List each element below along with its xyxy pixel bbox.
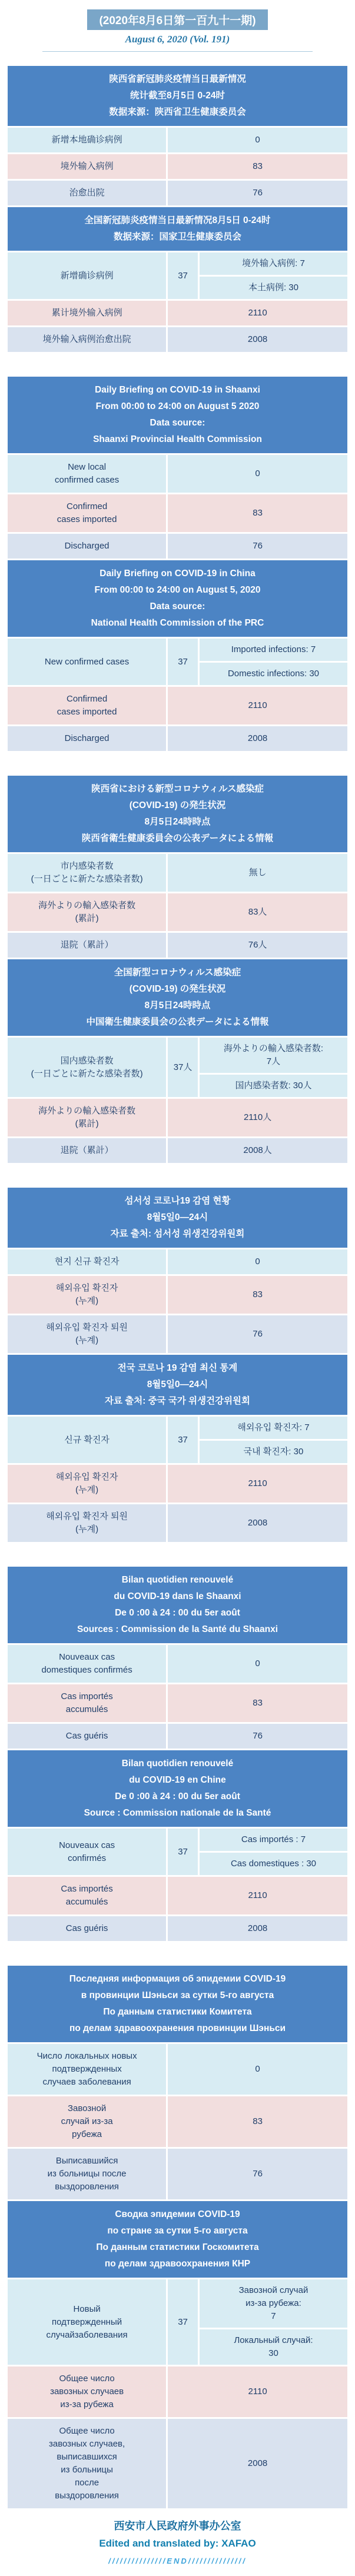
ko-shaanxi-header xyxy=(8,1188,347,1248)
label-line: Cas importés xyxy=(61,1884,113,1894)
header-line: Shaanxi Provincial Health Commission xyxy=(93,434,262,444)
label-line: (累計) xyxy=(75,913,99,923)
label-line: Discharged xyxy=(64,541,110,551)
label-line: завозных случаев xyxy=(50,2386,124,2396)
breakdown-line: 30 xyxy=(268,2348,278,2358)
section-ru-china xyxy=(8,2201,347,2508)
case-value: 2008 xyxy=(168,726,347,751)
row-new-confirmed xyxy=(8,639,347,685)
case-label xyxy=(8,1138,166,1163)
header-line: 中国衛生健康委員会の公表データによる情報 xyxy=(86,1017,269,1027)
label-line: завозных случаев, xyxy=(48,2439,125,2449)
label-line: 国内感染者数 xyxy=(60,1055,114,1066)
case-label xyxy=(8,1038,166,1097)
header-line: 数据来源：陕西省卫生健康委员会 xyxy=(109,107,246,117)
label-line: 治愈出院 xyxy=(69,188,105,198)
case-label xyxy=(8,1916,166,1941)
header-line: в провинции Шэньси за сутки 5-го августа xyxy=(81,1990,274,2000)
header-line: 자료 출처: 섬서성 위생건강위원회 xyxy=(110,1229,245,1239)
header-line: 자료 출처: 중국 국가 위생건강위원회 xyxy=(105,1396,250,1406)
label-line: 해외유입 확진자 xyxy=(55,1472,118,1482)
header-line: De 0 :00 à 24 : 00 du 5er août xyxy=(115,1791,240,1801)
breakdown-line: 해외유입 확진자: 7 xyxy=(237,1422,310,1432)
breakdown-cell xyxy=(200,1075,347,1097)
case-value: 37 xyxy=(168,639,198,685)
breakdown-line: Imported infections: 7 xyxy=(231,644,316,654)
fr-shaanxi-header xyxy=(8,1567,347,1643)
breakdown-line: Cas importés : 7 xyxy=(241,1834,306,1844)
case-value: 83人 xyxy=(168,893,347,931)
breakdown-cell xyxy=(200,2329,347,2365)
breakdown-cell xyxy=(200,252,347,275)
case-value: 83 xyxy=(168,1684,347,1722)
label-line: подтвержденный xyxy=(52,2316,122,2327)
header-line: 8月5日24時時点 xyxy=(144,817,211,827)
label-line: 신규 확진자 xyxy=(64,1434,110,1445)
case-value: 37人 xyxy=(168,1038,198,1097)
row-discharged xyxy=(8,1724,347,1749)
label-line: 海外よりの輸入感染者数 xyxy=(38,1106,136,1116)
label-line: (一日ごとに新たな感染者数) xyxy=(31,1068,143,1079)
case-label xyxy=(8,2096,166,2147)
footer xyxy=(0,2518,355,2565)
case-label xyxy=(8,327,166,352)
label-line: выздоровления xyxy=(55,2491,119,2501)
ko-china-header xyxy=(8,1355,347,1415)
row-new-confirmed xyxy=(8,1829,347,1875)
label-line: 新增确诊病例 xyxy=(60,270,114,281)
header-line: Последняя информация об эпидемии COVID-19 xyxy=(69,1974,286,1984)
label-line: Выписавшийся xyxy=(55,2156,118,2166)
label-line: из-за рубежа xyxy=(60,2399,114,2409)
case-value: 0 xyxy=(168,455,347,493)
breakdown-line: 국내 확진자: 30 xyxy=(243,1447,304,1457)
breakdown-line: Завозной случай xyxy=(238,2285,308,2295)
case-value: 2008 xyxy=(168,1916,347,1941)
case-label xyxy=(8,1417,166,1463)
section-fr-shaanxi xyxy=(8,1567,347,1749)
row-new-local-confirmed xyxy=(8,2044,347,2095)
case-value: 83 xyxy=(168,494,347,532)
footer-end-line: ///////////////END/////////////// xyxy=(108,2557,247,2565)
breakdown-column xyxy=(200,1038,347,1097)
breakdown-column xyxy=(200,639,347,685)
section-ru-shaanxi xyxy=(8,1966,347,2199)
row-discharged xyxy=(8,327,347,352)
row-new-confirmed xyxy=(8,2279,347,2365)
header-line: Data source: xyxy=(150,601,205,611)
label-line: выздоровления xyxy=(55,2182,119,2192)
label-line: случайзаболевания xyxy=(46,2329,128,2340)
breakdown-line: Cas domestiques : 30 xyxy=(230,1859,317,1869)
case-label xyxy=(8,2279,166,2365)
case-label xyxy=(8,301,166,325)
issue-title-en: August 6, 2020 (Vol. 191) xyxy=(125,34,230,45)
case-value: 0 xyxy=(168,2044,347,2095)
label-line: (누계) xyxy=(75,1524,99,1534)
header-line: 全国新型コロナウィルス感染症 xyxy=(114,968,241,978)
case-label xyxy=(8,2366,166,2417)
case-value: 2008 xyxy=(168,2419,347,2508)
breakdown-line: 国内感染者数: 30人 xyxy=(235,1081,312,1091)
case-label xyxy=(8,252,166,299)
label-line: domestiques confirmés xyxy=(41,1665,132,1675)
row-confirmed-imported xyxy=(8,893,347,931)
label-line: 해외유입 확진자 퇴원 xyxy=(46,1511,128,1521)
header-line: 全国新冠肺炎疫情当日最新情况8月5日 0-24时 xyxy=(84,215,271,225)
header-line: 8월5일0—24시 xyxy=(147,1380,208,1390)
row-confirmed-imported xyxy=(8,1099,347,1136)
header-line: Bilan quotidien renouvelé xyxy=(121,1575,234,1585)
row-discharged xyxy=(8,1916,347,1941)
header-line: From 00:00 to 24:00 on August 5 2020 xyxy=(95,401,260,411)
breakdown-cell xyxy=(200,1853,347,1875)
case-label xyxy=(8,534,166,559)
case-value: 37 xyxy=(168,252,198,299)
breakdown-line: из-за рубежа: xyxy=(245,2298,301,2308)
case-value: 83 xyxy=(168,2096,347,2147)
fr-china-header xyxy=(8,1750,347,1827)
case-value: 2110 xyxy=(168,1465,347,1503)
case-value: 76人 xyxy=(168,933,347,958)
header-line: du COVID-19 dans le Shaanxi xyxy=(114,1591,241,1601)
case-value: 76 xyxy=(168,2149,347,2199)
label-line: confirmed cases xyxy=(54,475,120,485)
header-line: 섬서성 코로나19 감염 현황 xyxy=(124,1196,231,1206)
case-label xyxy=(8,2419,166,2508)
case-value: 2110 xyxy=(168,2366,347,2417)
section-ja-shaanxi xyxy=(8,776,347,958)
case-value: 0 xyxy=(168,128,347,152)
breakdown-line: Локальный случай: xyxy=(234,2335,313,2345)
footer-org-name: 西安市人民政府外事办公室 xyxy=(114,2520,241,2532)
label-line: Cas importés xyxy=(61,1691,113,1701)
breakdown-column xyxy=(200,1829,347,1875)
case-value: 76 xyxy=(168,1315,347,1353)
case-value: 無し xyxy=(168,854,347,892)
ru-china-header xyxy=(8,2201,347,2278)
case-label xyxy=(8,1645,166,1683)
case-value: 2110 xyxy=(168,687,347,724)
header-line: По данным статистики Госкомитета xyxy=(96,2242,259,2252)
header-line: 数据来源：国家卫生健康委员会 xyxy=(113,232,241,242)
case-value: 0 xyxy=(168,1249,347,1274)
header-line: 陕西省新冠肺炎疫情当日最新情况 xyxy=(109,74,246,84)
case-value: 83 xyxy=(168,1276,347,1314)
row-confirmed-imported xyxy=(8,1465,347,1503)
issue-title-cn: (2020年8月6日第一百九十一期) xyxy=(87,9,267,30)
case-value: 2110 xyxy=(168,301,347,325)
row-confirmed-imported xyxy=(8,1276,347,1314)
label-line: New confirmed cases xyxy=(44,656,130,667)
case-value: 37 xyxy=(168,1829,198,1875)
label-line: случаев заболевания xyxy=(42,2077,131,2087)
breakdown-line: 本土病例: 30 xyxy=(248,282,298,292)
label-line: 境外输入病例 xyxy=(60,161,114,171)
case-label xyxy=(8,1724,166,1749)
case-value: 2110人 xyxy=(168,1099,347,1136)
row-new-confirmed xyxy=(8,1038,347,1097)
breakdown-column xyxy=(200,252,347,299)
breakdown-cell xyxy=(200,277,347,299)
row-new-local-confirmed xyxy=(8,1249,347,1274)
masthead xyxy=(0,0,355,52)
label-line: из больницы после xyxy=(47,2169,127,2179)
case-label xyxy=(8,2044,166,2095)
case-label xyxy=(8,893,166,931)
label-line: случай из-за xyxy=(61,2116,113,2126)
case-value: 2008人 xyxy=(168,1138,347,1163)
case-label xyxy=(8,154,166,179)
case-label xyxy=(8,1504,166,1542)
breakdown-cell xyxy=(200,1417,347,1439)
section-en-china xyxy=(8,560,347,751)
section-ko-china xyxy=(8,1355,347,1542)
breakdown-cell xyxy=(200,663,347,685)
case-label xyxy=(8,1099,166,1136)
case-label xyxy=(8,726,166,751)
breakdown-cell xyxy=(200,639,347,661)
breakdown-line: 海外よりの輸入感染者数: xyxy=(223,1043,324,1053)
row-discharged xyxy=(8,534,347,559)
label-line: Nouveaux cas xyxy=(59,1840,115,1850)
header-line: Сводка эпидемии COVID-19 xyxy=(115,2209,240,2219)
label-line: Завозной xyxy=(67,2103,107,2113)
label-line: 현지 신규 확진자 xyxy=(54,1257,120,1267)
label-line: 累计境外输入病例 xyxy=(51,308,122,318)
case-label xyxy=(8,933,166,958)
label-line: Discharged xyxy=(64,733,110,743)
label-line: (누계) xyxy=(75,1296,99,1306)
row-confirmed-imported xyxy=(8,1684,347,1722)
section-ko-shaanxi xyxy=(8,1188,347,1353)
label-line: Общее число xyxy=(59,2426,115,2436)
row-confirmed-imported xyxy=(8,494,347,532)
masthead-divider xyxy=(42,51,312,52)
case-label xyxy=(8,181,166,205)
section-en-shaanxi xyxy=(8,377,347,559)
label-line: 退院（累計） xyxy=(60,1145,114,1155)
ja-shaanxi-header xyxy=(8,776,347,852)
row-confirmed-imported xyxy=(8,1877,347,1914)
label-line: accumulés xyxy=(65,1897,108,1907)
ja-china-header xyxy=(8,959,347,1036)
label-line: 해외유입 확진자 xyxy=(55,1283,118,1293)
header-line: 陕西省衛生健康委員会の公表データによる情報 xyxy=(81,833,274,843)
label-line: (누계) xyxy=(75,1485,99,1495)
label-line: 海外よりの輸入感染者数 xyxy=(38,900,136,910)
header-line: (COVID-19) の発生状況 xyxy=(129,984,226,994)
header-line: 统计截至8月5日 0-24时 xyxy=(130,91,225,101)
row-discharged xyxy=(8,933,347,958)
breakdown-line: Domestic infections: 30 xyxy=(227,669,320,679)
header-line: (COVID-19) の発生状況 xyxy=(129,800,226,810)
breakdown-line: 7人 xyxy=(266,1056,281,1066)
row-discharged xyxy=(8,181,347,205)
case-value: 0 xyxy=(168,1645,347,1683)
label-line: 해외유입 확진자 퇴원 xyxy=(46,1322,128,1332)
header-line: По данным статистики Комитета xyxy=(103,2007,252,2017)
section-ja-china xyxy=(8,959,347,1163)
label-line: Cas guéris xyxy=(65,1731,108,1741)
ru-shaanxi-header xyxy=(8,1966,347,2042)
row-new-confirmed xyxy=(8,1417,347,1463)
header-line: Daily Briefing on COVID-19 in Shaanxi xyxy=(95,385,260,395)
footer-credit: Edited and translated by: XAFAO xyxy=(99,2538,256,2549)
header-line: по стране за сутки 5-го августа xyxy=(107,2226,248,2236)
label-line: после xyxy=(75,2478,99,2488)
zh-shaanxi-header xyxy=(8,66,347,126)
row-confirmed-imported xyxy=(8,2096,347,2147)
row-new-local-confirmed xyxy=(8,128,347,152)
header-line: du COVID-19 en Chine xyxy=(129,1775,226,1785)
case-value: 2008 xyxy=(168,327,347,352)
case-label xyxy=(8,455,166,493)
case-label xyxy=(8,494,166,532)
header-line: Data source: xyxy=(150,418,205,428)
row-new-local-confirmed xyxy=(8,455,347,493)
header-line: From 00:00 to 24:00 on August 5, 2020 xyxy=(94,585,261,595)
header-line: 陕西省における新型コロナウィルス感染症 xyxy=(91,784,264,794)
breakdown-cell xyxy=(200,1038,347,1073)
label-line: 市内感染者数 xyxy=(60,861,114,871)
header-line: De 0 :00 à 24 : 00 du 5er août xyxy=(115,1608,240,1618)
breakdown-cell xyxy=(200,1829,347,1851)
header-line: по делам здравоохранения КНР xyxy=(104,2259,251,2269)
header-line: Source : Commission nationale de la Santé xyxy=(84,1808,271,1818)
label-line: New local xyxy=(68,462,107,472)
header-line: Daily Briefing on COVID-19 in China xyxy=(99,569,256,579)
header-line: по делам здравоохранения провинции Шэньси xyxy=(69,2023,286,2033)
row-discharged xyxy=(8,1504,347,1542)
case-value: 37 xyxy=(168,2279,198,2365)
case-label xyxy=(8,1684,166,1722)
header-line: 전국 코로나 19 감염 최신 통계 xyxy=(117,1363,238,1373)
breakdown-column xyxy=(200,1417,347,1463)
label-line: (누계) xyxy=(75,1335,99,1345)
zh-china-header xyxy=(8,207,347,251)
section-fr-china xyxy=(8,1750,347,1941)
row-discharged xyxy=(8,1138,347,1163)
en-china-header xyxy=(8,560,347,637)
case-label xyxy=(8,1877,166,1914)
label-line: выписавшихся xyxy=(57,2452,117,2462)
case-value: 2110 xyxy=(168,1877,347,1914)
row-discharged xyxy=(8,2149,347,2199)
case-value: 76 xyxy=(168,534,347,559)
header-line: 8月5日24時時点 xyxy=(144,1001,211,1011)
row-discharged xyxy=(8,2419,347,2508)
row-discharged xyxy=(8,726,347,751)
case-label xyxy=(8,1829,166,1875)
en-shaanxi-header xyxy=(8,377,347,453)
row-confirmed-imported xyxy=(8,154,347,179)
label-line: cases imported xyxy=(57,514,117,524)
label-line: рубежа xyxy=(72,2129,102,2139)
case-label xyxy=(8,1465,166,1503)
label-line: (一日ごとに新たな感染者数) xyxy=(31,874,143,884)
case-value: 37 xyxy=(168,1417,198,1463)
case-label xyxy=(8,128,166,152)
case-label xyxy=(8,1315,166,1353)
row-new-local-confirmed xyxy=(8,854,347,892)
label-line: 退院（累計） xyxy=(60,940,114,950)
case-value: 83 xyxy=(168,154,347,179)
row-confirmed-imported xyxy=(8,687,347,724)
case-label xyxy=(8,639,166,685)
breakdown-cell xyxy=(200,2279,347,2328)
case-value: 76 xyxy=(168,1724,347,1749)
header-line: National Health Commission of the PRC xyxy=(91,618,264,628)
label-line: 新增本地确诊病例 xyxy=(51,135,122,145)
label-line: confirmés xyxy=(68,1853,107,1863)
label-line: accumulés xyxy=(65,1704,108,1714)
case-value: 76 xyxy=(168,181,347,205)
case-label xyxy=(8,1249,166,1274)
label-line: Общее число xyxy=(59,2374,115,2384)
label-line: cases imported xyxy=(57,707,117,717)
label-line: Новый xyxy=(73,2304,101,2314)
case-label xyxy=(8,854,166,892)
label-line: Confirmed xyxy=(66,694,108,704)
label-line: подтвержденных xyxy=(52,2064,122,2074)
header-line: Bilan quotidien renouvelé xyxy=(121,1759,234,1769)
label-line: Confirmed xyxy=(66,501,108,511)
label-line: Cas guéris xyxy=(65,1923,108,1933)
label-line: из больницы xyxy=(61,2465,113,2475)
section-zh-shaanxi xyxy=(8,66,347,205)
label-line: (累計) xyxy=(75,1119,99,1129)
breakdown-line: 境外输入病例: 7 xyxy=(242,258,305,268)
case-label xyxy=(8,1276,166,1314)
row-new-local-confirmed xyxy=(8,1645,347,1683)
case-label xyxy=(8,2149,166,2199)
section-zh-china xyxy=(8,207,347,352)
breakdown-cell xyxy=(200,1441,347,1463)
label-line: Nouveaux cas xyxy=(59,1652,115,1662)
case-value: 2008 xyxy=(168,1504,347,1542)
row-new-confirmed xyxy=(8,252,347,299)
row-discharged xyxy=(8,1315,347,1353)
header-line: Sources : Commission de la Santé du Shaanxi xyxy=(77,1624,278,1634)
briefing-sections xyxy=(0,66,355,2508)
breakdown-line: 7 xyxy=(271,2311,276,2321)
row-confirmed-imported xyxy=(8,301,347,325)
breakdown-column xyxy=(200,2279,347,2365)
header-line: 8월5일0—24시 xyxy=(147,1212,208,1222)
row-confirmed-imported xyxy=(8,2366,347,2417)
label-line: Число локальных новых xyxy=(37,2051,137,2061)
label-line: 境外输入病例治愈出院 xyxy=(42,334,131,344)
case-label xyxy=(8,687,166,724)
